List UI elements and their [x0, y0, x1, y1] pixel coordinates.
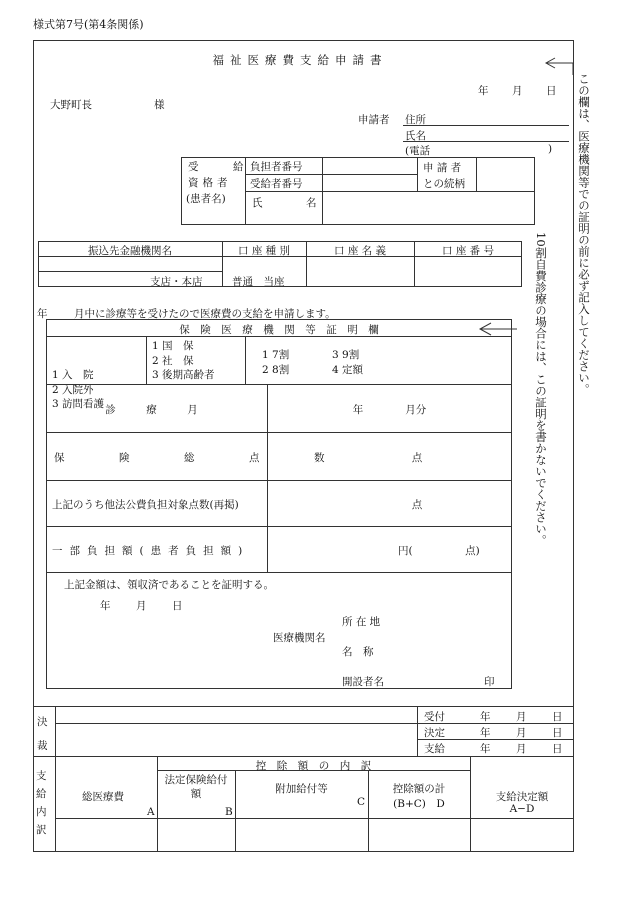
form-title: 福祉医療費支給申請書	[212, 53, 388, 67]
decision-row-received: 受付	[424, 711, 445, 723]
received-day: 日	[552, 711, 563, 723]
bank-account-type: 普通 当座	[232, 276, 285, 288]
date-day: 日	[546, 85, 557, 97]
addressee: 大野町長	[50, 99, 92, 111]
cert-institution: 医療機関名	[273, 632, 326, 644]
care-type-list: 1 入 院 2 入院外 3 訪問看護	[52, 369, 105, 410]
recipient-header-2: 資格者	[188, 177, 232, 189]
cert-location: 所 在 地	[342, 616, 381, 628]
name-label-b: 名	[306, 197, 317, 209]
phone-close: )	[548, 143, 553, 155]
decision-label-2: 裁	[37, 740, 48, 752]
relation-label-2: との続柄	[423, 178, 465, 190]
insurance-type-list: 1 国 保 2 社 保 3 後期高齢者	[152, 340, 215, 381]
rate-3: 2 8割	[262, 364, 290, 376]
date-year: 年	[478, 85, 489, 97]
col-total-medical: 総医療費	[82, 791, 124, 803]
date-month: 月	[512, 85, 523, 97]
burden-number-label: 負担者番号	[250, 161, 303, 173]
recipient-number-label: 受給者番号	[250, 178, 303, 190]
decision-label-1: 決	[37, 716, 48, 728]
paid-year: 年	[480, 743, 491, 755]
cert-founder: 開設者名	[342, 676, 384, 688]
col-additional: 附加給付等	[275, 783, 328, 795]
bank-col-holder: 口 座 名 義	[333, 245, 386, 257]
cert-name: 名 称	[342, 646, 374, 658]
applicant-address: 住所	[405, 114, 426, 126]
intro-text: 月中に診療等を受けたので医療費の支給を申請します。	[74, 308, 336, 320]
bank-col-institution: 振込先金融機関名	[88, 245, 172, 257]
cert-seal: 印	[484, 676, 495, 688]
col-deduction-total: 控除額の計	[392, 783, 446, 795]
col-insurance-mark: B	[225, 806, 233, 818]
applicant-label: 申請者	[358, 114, 390, 126]
row-treatment-month-label: 診 療 月	[105, 404, 208, 416]
rate-2: 3 9割	[332, 349, 360, 361]
bank-col-number: 口 座 番 号	[441, 245, 494, 257]
row-public-points-label: 上記のうち他法公費負担対象点数(再掲)	[52, 499, 239, 511]
col-insurance: 法定保険給付額	[164, 774, 228, 800]
relation-label-1: 申 請 者	[423, 162, 462, 174]
col-decision-formula: A−D	[509, 803, 535, 815]
breakdown-side-label: 支 給 内 訳	[36, 770, 47, 836]
recipient-header-1: 受 給	[188, 161, 256, 173]
bank-branch: 支店・本店	[150, 276, 203, 288]
certificate-title: 保 険 医 療 機 関 等 証 明 欄	[179, 324, 379, 336]
breakdown-header: 控 除 額 の 内 訳	[255, 760, 372, 772]
rate-4: 4 定額	[332, 364, 364, 376]
cert-month: 月	[136, 600, 147, 612]
address-underline	[403, 125, 569, 126]
honorific: 様	[154, 99, 165, 111]
col-additional-mark: C	[357, 796, 366, 808]
paid-month: 月	[516, 743, 527, 755]
row-public-points-value: 点	[411, 499, 423, 511]
col-decision: 支給決定額	[495, 791, 549, 803]
side-note-right: この欄は、医療機関等での証明の前に必ず記入してください。	[577, 73, 591, 395]
received-year: 年	[480, 711, 491, 723]
name-underline	[403, 141, 569, 142]
row-total-points-label: 保 険 総 点 数	[54, 452, 347, 464]
applicant-name: 氏名	[405, 130, 426, 142]
decision-row-decided: 決定	[424, 727, 445, 739]
received-month: 月	[516, 711, 527, 723]
cert-year: 年	[100, 600, 111, 612]
intro-year: 年	[37, 308, 48, 320]
form-number: 様式第7号(第4条関係)	[33, 18, 144, 31]
decided-month: 月	[516, 727, 527, 739]
receipt-statement: 上記金額は、領収済であることを証明する。	[64, 579, 274, 591]
applicant-phone: (電話	[405, 145, 431, 157]
row-copay-label: 一部負担額(患者負担額)	[52, 545, 250, 557]
row-treatment-month-value: 年 月分	[352, 404, 427, 416]
cert-day: 日	[172, 600, 183, 612]
col-deduction-formula: (B+C) D	[393, 798, 445, 810]
decided-day: 日	[552, 727, 563, 739]
row-total-points-value: 点	[411, 452, 423, 464]
decided-year: 年	[480, 727, 491, 739]
paid-day: 日	[552, 743, 563, 755]
arrow-left-icon	[543, 55, 578, 77]
bank-col-type: 口 座 種 別	[237, 245, 290, 257]
decision-row-paid: 支給	[424, 743, 445, 755]
arrow-left-icon-2	[477, 322, 517, 336]
col-total-mark: A	[147, 806, 155, 818]
recipient-header-3: (患者名)	[186, 193, 226, 205]
side-note-middle: 10割自費診療の場合には、この証明を書かないでください。	[534, 232, 548, 546]
name-label-a: 氏	[252, 197, 263, 209]
rate-1: 1 7割	[262, 349, 290, 361]
row-copay-value: 円( 点)	[398, 545, 480, 557]
